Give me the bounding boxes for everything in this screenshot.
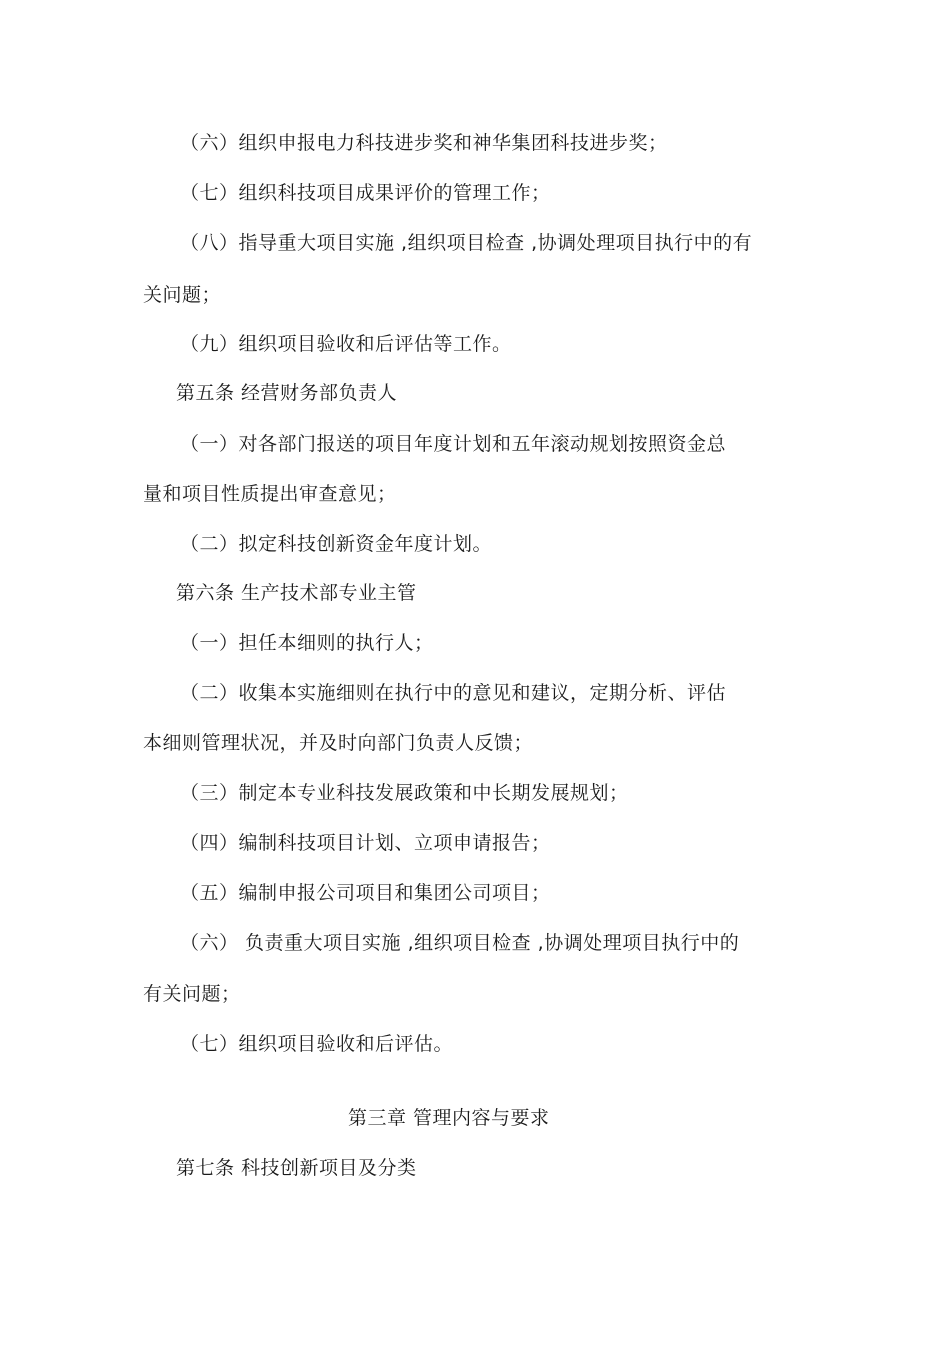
paragraph-line: （六） 负责重大项目实施 ,组织项目检查 ,协调处理项目执行中的 [180, 932, 740, 954]
paragraph-line: （七）组织项目验收和后评估。 [180, 1033, 454, 1055]
paragraph-line: （六）组织申报电力科技进步奖和神华集团科技进步奖； [180, 132, 668, 154]
paragraph-line: （一）对各部门报送的项目年度计划和五年滚动规划按照资金总 [180, 433, 727, 455]
paragraph-line: 量和项目性质提出审查意见； [143, 483, 397, 505]
paragraph-line: （三）制定本专业科技发展政策和中长期发展规划； [180, 782, 629, 804]
paragraph-line: （一）担任本细则的执行人； [180, 632, 434, 654]
paragraph-line: （七）组织科技项目成果评价的管理工作； [180, 182, 551, 204]
paragraph-line: （五）编制申报公司项目和集团公司项目； [180, 882, 551, 904]
paragraph-line: 有关问题； [143, 983, 241, 1005]
article-heading: 第六条 生产技术部专业主管 [176, 582, 417, 604]
paragraph-line: （四）编制科技项目计划、立项申请报告； [180, 832, 551, 854]
paragraph-line: （八）指导重大项目实施 ,组织项目检查 ,协调处理项目执行中的有 [180, 232, 753, 254]
paragraph-line: （九）组织项目验收和后评估等工作。 [180, 333, 512, 355]
chapter-heading: 第三章 管理内容与要求 [348, 1107, 550, 1129]
paragraph-line: （二）拟定科技创新资金年度计划。 [180, 533, 493, 555]
paragraph-line: 关问题； [143, 284, 222, 306]
article-heading: 第五条 经营财务部负责人 [176, 382, 398, 404]
paragraph-line: （二）收集本实施细则在执行中的意见和建议，定期分析、评估 [180, 682, 727, 704]
paragraph-line: 本细则管理状况，并及时向部门负责人反馈； [143, 732, 534, 754]
article-heading: 第七条 科技创新项目及分类 [176, 1157, 417, 1179]
